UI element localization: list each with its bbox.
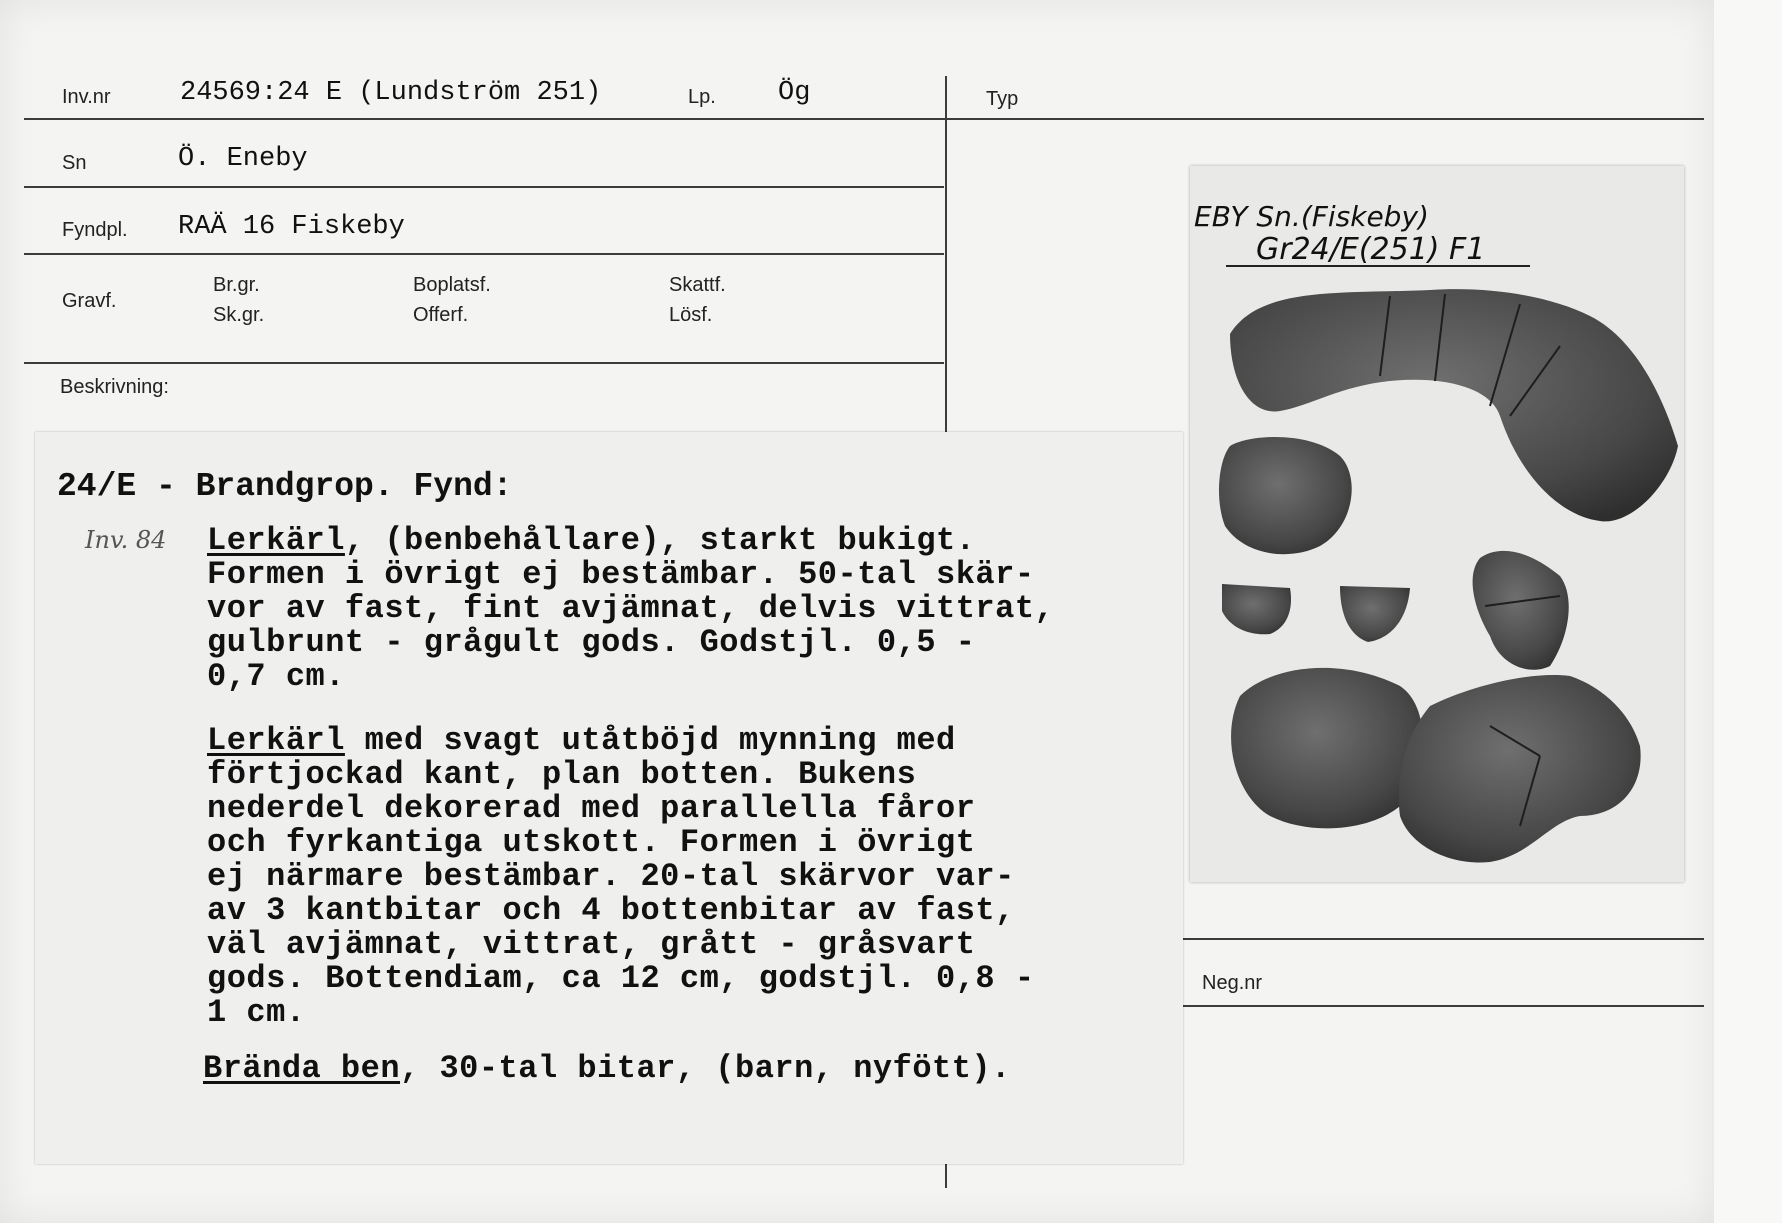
find-text-line: och fyrkantiga utskott. Formen i övrigt [207, 824, 976, 861]
find-text-line: , 30-tal bitar, (barn, nyfött). [400, 1050, 1011, 1087]
find-text-line: 0,7 cm. [207, 658, 345, 695]
find-text-line: 1 cm. [207, 994, 306, 1031]
find-text-line: vor av fast, fint avjämnat, delvis vittrat, [207, 590, 1055, 627]
losf-label: Lösf. [669, 304, 713, 326]
offerf-label: Offerf. [413, 304, 469, 326]
sherd-small-1 [1222, 584, 1291, 634]
description-slip [35, 432, 1183, 1164]
find-term: Lerkärl [207, 722, 345, 759]
sherd-base-left [1231, 668, 1422, 828]
photo-caption-site: EBY Sn.(Fiskeby) [1194, 200, 1429, 233]
inv-value: 24569:24 E (Lundström 251) [180, 78, 602, 108]
fyndpl-value: RAÄ 16 Fiskeby [178, 212, 405, 242]
sherd-small-2 [1340, 586, 1410, 642]
find-text-line: gulbrunt - grågult gods. Godstjl. 0,5 - [207, 624, 976, 661]
typ-label: Typ [986, 88, 1019, 110]
sn-label: Sn [62, 152, 87, 174]
beskrivning-label: Beskrivning: [60, 376, 169, 398]
column-divider-lower [945, 1164, 947, 1188]
find-text-line: gods. Bottendiam, ca 12 cm, godstjl. 0,8 - [207, 960, 1035, 997]
brgr-label: Br.gr. [213, 274, 260, 296]
find-text-line: väl avjämnat, vittrat, grått - gråsvart [207, 926, 976, 963]
find-text-line: ej närmare bestämbar. 20-tal skärvor var- [207, 858, 1015, 895]
find-paragraph-1 [207, 524, 1054, 694]
sherd-base-right [1399, 675, 1641, 862]
find-text-line: Formen i övrigt ej bestämbar. 50-tal skär- [207, 556, 1035, 593]
find-text-line: nederdel dekorerad med parallella fåror [207, 790, 976, 827]
gravf-label: Gravf. [62, 290, 117, 312]
find-text-line: , (benbehållare), starkt bukigt. [344, 522, 976, 559]
sherd-body-left [1219, 437, 1352, 554]
skattf-label: Skattf. [669, 274, 726, 296]
rule-top [24, 118, 1704, 120]
find-paragraph-2 [207, 724, 1035, 1030]
find-term: Brända ben [203, 1050, 401, 1087]
column-divider [945, 76, 947, 432]
sherds-photo [1190, 166, 1684, 882]
neg-label: Neg.nr [1202, 972, 1263, 994]
margin-note: Inv. 84 [85, 526, 167, 554]
sn-value: Ö. Eneby [178, 144, 308, 174]
find-term: Lerkärl [207, 522, 345, 559]
photo-caption-grave: Gr24/E(251) F1 [1256, 232, 1486, 267]
sherds-illustration [1190, 166, 1684, 882]
fyndpl-label: Fyndpl. [62, 219, 128, 241]
find-text-line: av 3 kantbitar och 4 bottenbitar av fast, [207, 892, 1015, 929]
rule-neg-bottom [1183, 1005, 1704, 1007]
rule-neg-top [1183, 938, 1704, 940]
rule-gravf [24, 362, 944, 364]
lp-label: Lp. [688, 86, 716, 108]
find-paragraph-3 [203, 1052, 1011, 1086]
find-text-line: förtjockad kant, plan botten. Bukens [207, 756, 917, 793]
sherd-right-upper [1473, 551, 1569, 670]
card-edge [1714, 0, 1782, 1223]
rule-sn [24, 186, 944, 188]
rule-fyndpl [24, 253, 944, 255]
find-text-line: med svagt utåtböjd mynning med [344, 722, 956, 759]
skgr-label: Sk.gr. [213, 304, 265, 326]
inv-label: Inv.nr [62, 86, 111, 108]
slip-heading: 24/E - Brandgrop. Fynd: [57, 468, 513, 505]
lp-value: Ög [778, 78, 811, 108]
boplatsf-label: Boplatsf. [413, 274, 491, 296]
